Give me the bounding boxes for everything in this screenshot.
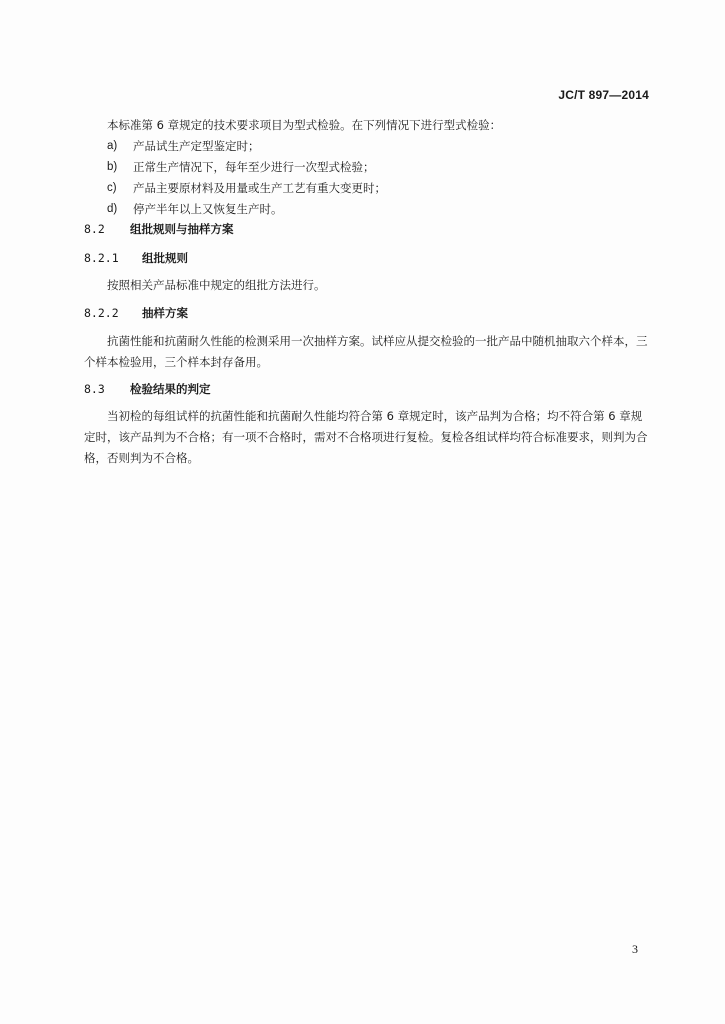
section-number: 8.2 bbox=[84, 222, 105, 236]
list-item bbox=[84, 178, 652, 199]
section-heading-8-3 bbox=[84, 380, 211, 398]
section-heading-8-2 bbox=[84, 220, 234, 238]
batching-rule-body bbox=[84, 275, 652, 296]
section-heading-8-2-1 bbox=[84, 249, 188, 267]
type-inspection-intro: 本标准第 6 章规定的技术要求项目为型式检验。在下列情况下进行型式检验： bbox=[107, 118, 502, 132]
section-title: 组批规则与抽样方案 bbox=[130, 222, 234, 236]
type-inspection-section bbox=[84, 115, 652, 220]
section-title: 检验结果的判定 bbox=[130, 382, 211, 396]
list-marker: a) bbox=[107, 140, 118, 152]
list-item-text: 产品主要原材料及用量或生产工艺有重大变更时； bbox=[133, 181, 386, 195]
paragraph: 按照相关产品标准中规定的组批方法进行。 bbox=[107, 278, 326, 292]
section-title: 组批规则 bbox=[142, 251, 188, 265]
list-item-text: 停产半年以上又恢复生产时。 bbox=[133, 202, 283, 216]
list-item bbox=[84, 136, 652, 157]
result-judgement-body bbox=[84, 406, 652, 469]
page-number: 3 bbox=[632, 942, 638, 956]
section-number: 8.3 bbox=[84, 382, 105, 396]
list-item bbox=[84, 199, 652, 220]
sampling-plan-body bbox=[84, 331, 652, 373]
list-item-text: 正常生产情况下，每年至少进行一次型式检验； bbox=[133, 160, 375, 174]
paragraph: 抗菌性能和抗菌耐久性能的检测采用一次抽样方案。试样应从提交检验的一批产品中随机抽取六个样本，三个样本检验用，三个样本封存备用。 bbox=[84, 334, 648, 369]
list-marker: d) bbox=[107, 203, 118, 215]
paragraph: 当初检的每组试样的抗菌性能和抗菌耐久性能均符合第 6 章规定时，该产品判为合格；均不符合第 6 章规定时，该产品判为不合格；有一项不合格时，需对不合格项进行复检。复检各组试样均符合标准要求，则判为合格，否则判为不合格。 bbox=[84, 409, 648, 465]
list-marker: c) bbox=[107, 182, 117, 194]
section-number: 8.2.2 bbox=[84, 306, 119, 320]
standard-code: JC/T 897—2014 bbox=[558, 88, 649, 102]
section-title: 抽样方案 bbox=[142, 306, 188, 320]
section-number: 8.2.1 bbox=[84, 251, 119, 265]
list-marker: b) bbox=[107, 161, 118, 173]
list-item-text: 产品试生产定型鉴定时； bbox=[133, 139, 260, 153]
section-heading-8-2-2 bbox=[84, 304, 188, 322]
list-item bbox=[84, 157, 652, 178]
